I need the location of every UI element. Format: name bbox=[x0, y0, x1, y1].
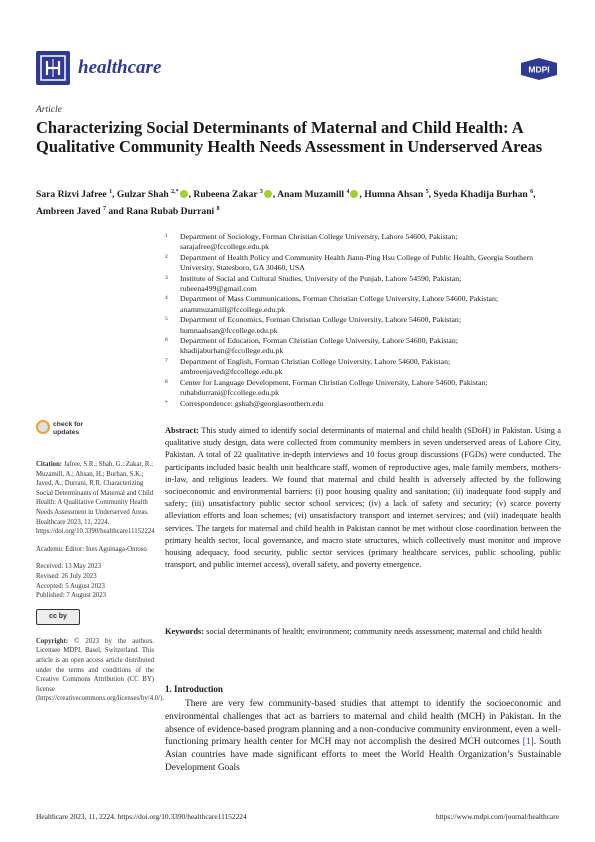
journal-header bbox=[36, 51, 559, 91]
author-name: Gulzar Shah bbox=[116, 189, 172, 201]
abstract-text: This study aimed to identify social determinants of maternal and child health (SDoH) in Pakistan. Using a qualitative study design, data were collected from community members in seven underserved areas of Lahore City, Pakistan. A total of 22 qualitative in-depth interviews and 10 focus group discussions (FGDs) were conducted. The participants included basic health unit healthcare staff, women of reproductive ages, male family members, mothers-in-law, and religious leaders. We found that maternal and child health is adversely affected by the following socioeconomic and environmental barriers: (i) poor housing quality and sanitation; (ii) inadequate food supply and safety; (iii) unsatisfactory public sector school services; (iv) a lack of safety and security; (v) scarce poverty alleviation efforts and loan schemes; (vi) unsatisfactory transport and internet services; and (vii) inadequate health services. The targets for maternal and child health in Pakistan cannot be met without close coordination between the primary health sector, local governance, and macro state structures, which collectively must monitor and improve housing adequacy, food security, public sector services (primary healthcare services, public schooling, public transport, and public internet access), overall safety, and poverty emergence. bbox=[165, 426, 561, 570]
affiliation-item bbox=[165, 294, 561, 315]
orcid-icon[interactable] bbox=[350, 190, 358, 198]
affiliation-email[interactable]: sarajafree@fccollege.edu.pk bbox=[180, 242, 269, 252]
affiliation-item bbox=[165, 253, 561, 274]
affiliation-text: Department of Education, Forman Christian College University, Lahore 54600, Pakistan; bbox=[180, 336, 458, 346]
copyright-block bbox=[36, 637, 165, 704]
copyright-label: Copyright: bbox=[36, 637, 69, 645]
affiliation-text: Department of Sociology, Forman Christian College University, Lahore 54600, Pakistan; bbox=[180, 232, 458, 241]
footer-citation[interactable]: Healthcare 2023, 11, 2224. https://doi.org/10.3390/healthcare11152224 bbox=[36, 812, 247, 821]
dates-block bbox=[36, 562, 154, 600]
journal-name: healthcare bbox=[78, 57, 162, 78]
author-affiliation-marker: 4 bbox=[346, 189, 350, 195]
affiliation-text: Department of Health Policy and Community Health Jiann-Ping Hsu College of Public Health, Georgia Southern University, Statesboro, GA 30460, USA bbox=[180, 252, 534, 273]
author-affiliation-marker: 3 bbox=[259, 189, 263, 195]
accepted-date: Accepted: 5 August 2023 bbox=[36, 582, 105, 590]
healthcare-logo-icon bbox=[36, 51, 70, 85]
received-date: Received: 13 May 2023 bbox=[36, 563, 102, 571]
affiliation-number: 4 bbox=[165, 295, 168, 302]
footer-journal-link[interactable]: https://www.mdpi.com/journal/healthcare bbox=[435, 812, 559, 821]
article-title: Characterizing Social Determinants of Maternal and Child Health: A Qualitative Community Health Needs Assessment in Underserved Areas bbox=[36, 118, 543, 156]
citation-block bbox=[36, 460, 154, 537]
article-type: Article bbox=[36, 105, 62, 115]
keywords-text: social determinants of health; environment; community needs assessment; maternal and child health bbox=[206, 627, 542, 636]
citation-text: Jafree, S.R.; Shah, G.; Zakar, R.; Muzamill, A.; Ahsan, H.; Burhan, S.K.; Javed, A.; Durrani, R.R. Characterizing Social Determinants of Maternal and Child Health: A Qualitative Community Health Needs Assessment in Underserved Areas. Healthcare 2023, 11, 2224. https://doi.org/10.3390/healthcare11152224 bbox=[36, 461, 155, 536]
cc-by-license-icon[interactable]: cc by bbox=[36, 609, 80, 625]
affiliation-item bbox=[165, 336, 561, 357]
affiliation-number: 6 bbox=[165, 337, 168, 344]
affiliation-email[interactable]: khadijaburhan@fccollege.edu.pk bbox=[180, 346, 284, 356]
orcid-icon[interactable] bbox=[180, 190, 188, 198]
affiliation-text: Center for Language Development, Forman Christian College University, Lahore 54600, Pakistan; bbox=[180, 377, 488, 387]
academic-editor: Academic Editor: Ines Aguinaga-Ontoso bbox=[36, 545, 147, 553]
author-name: Rubeena Zakar bbox=[193, 189, 260, 201]
affiliation-email[interactable]: anammuzamill@fccollege.edu.pk bbox=[180, 304, 286, 314]
affiliation-item bbox=[165, 357, 561, 378]
author-affiliation-marker: 6 bbox=[530, 189, 534, 195]
author-name: Humna Ahsan bbox=[364, 189, 426, 201]
published-date: Published: 7 August 2023 bbox=[36, 592, 107, 600]
check-updates-label: check for updates bbox=[53, 421, 84, 436]
keywords bbox=[165, 626, 561, 638]
mdpi-logo-icon[interactable] bbox=[519, 57, 559, 81]
affiliation-item bbox=[165, 315, 561, 336]
affiliation-number: * bbox=[165, 399, 168, 406]
affiliation-text: Department of Economics, Forman Christian College University, Lahore 54600, Pakistan; bbox=[180, 315, 461, 325]
affiliation-list bbox=[165, 232, 561, 409]
svg-text:MDPI: MDPI bbox=[528, 64, 550, 75]
affiliation-text: Institute of Social and Cultural Studies, University of the Punjab, Lahore 54590, Pakistan; bbox=[180, 273, 462, 283]
affiliation-number: 1 bbox=[165, 233, 168, 239]
article-sidebar bbox=[36, 420, 165, 712]
keywords-label: Keywords: bbox=[165, 627, 205, 636]
author-name: Anam Muzamill bbox=[277, 189, 347, 201]
affiliation-number: 5 bbox=[165, 316, 168, 323]
affiliation-email[interactable]: ambreenjaved@fccollege.edu.pk bbox=[180, 367, 283, 377]
affiliation-email[interactable]: rubabdurrani@fccollege.edu.pk bbox=[180, 388, 279, 398]
affiliation-item bbox=[165, 274, 561, 295]
abstract bbox=[165, 425, 561, 571]
affiliation-number: 3 bbox=[165, 274, 168, 281]
affiliation-item bbox=[165, 399, 561, 409]
affiliation-text: Department of English, Forman Christian College University, Lahore 54600, Pakistan; bbox=[180, 356, 451, 366]
citation-label: Citation: bbox=[36, 461, 63, 468]
affiliation-email[interactable]: rubeena499@gmail.com bbox=[180, 284, 257, 294]
affiliation-number: 2 bbox=[165, 253, 168, 260]
check-for-updates-button[interactable] bbox=[36, 420, 154, 444]
author-name: Ambreen Javed bbox=[36, 206, 103, 218]
author-name: Syeda Khadija Burhan bbox=[433, 189, 531, 201]
check-updates-icon bbox=[36, 420, 50, 434]
author-affiliation-marker: 5 bbox=[425, 189, 429, 195]
affiliation-email[interactable]: humnaahsan@fccollege.edu.pk bbox=[180, 325, 278, 335]
copyright-text: © 2023 by the authors. Licensee MDPI, Basel, Switzerland. This article is an open access article distributed under the terms and conditions of the Creative Commons Attribution (CC BY) license (https://creativecommons.org/licenses/by/4.0/). bbox=[36, 637, 165, 703]
affiliation-text: Correspondence: gshah@georgiasouthern.edu bbox=[180, 398, 324, 408]
author-affiliation-marker: 7 bbox=[102, 206, 106, 213]
revised-date: Revised: 26 July 2023 bbox=[36, 572, 97, 580]
affiliation-number: 8 bbox=[165, 378, 168, 385]
author-name: Sara Rizvi Jafree bbox=[36, 189, 110, 201]
author-affiliation-marker: 2,* bbox=[171, 189, 179, 195]
citation-link[interactable]: [1] bbox=[522, 737, 534, 748]
abstract-label: Abstract: bbox=[165, 426, 199, 435]
author-affiliation-marker: 1 bbox=[109, 189, 113, 195]
intro-paragraph: There are very few community-based studies that attempt to identify the socioeconomic and environmental challenges that act as barriers to maternal and child health (MCH) in Pakistan. In the absence of evidence-based program planning and a non-conducive community environment, even a well-functioning primary health center for MCH may not accomplish the desired MCH outcomes [1]. South Asian countries have made significant efforts to meet the World Health Organization’s Sustainable Development Goals bbox=[165, 699, 561, 773]
author-affiliation-marker: 8 bbox=[216, 206, 220, 213]
author-name: Rana Rubab Durrani bbox=[126, 206, 217, 218]
section-heading: 1. Introduction bbox=[165, 684, 223, 694]
orcid-icon[interactable] bbox=[264, 190, 272, 198]
affiliation-text: Department of Mass Communications, Forman Christian College University, Lahore 54600, Pakistan; bbox=[180, 294, 499, 304]
affiliation-number: 7 bbox=[165, 357, 168, 364]
author-list: Sara Rizvi Jafree $^1$, Gulzar Shah $^{2,*}$ , Rubeena Zakar $^3$ , Anam Muzamill $^4$ , Humna Ahsan $^5$, Syeda Khadija Burhan $^6$, Ambreen Javed $^7$ and Rana Rubab Durrani $^8$ bbox=[36, 189, 536, 218]
affiliation-item bbox=[165, 378, 561, 399]
affiliation-item bbox=[165, 232, 561, 253]
